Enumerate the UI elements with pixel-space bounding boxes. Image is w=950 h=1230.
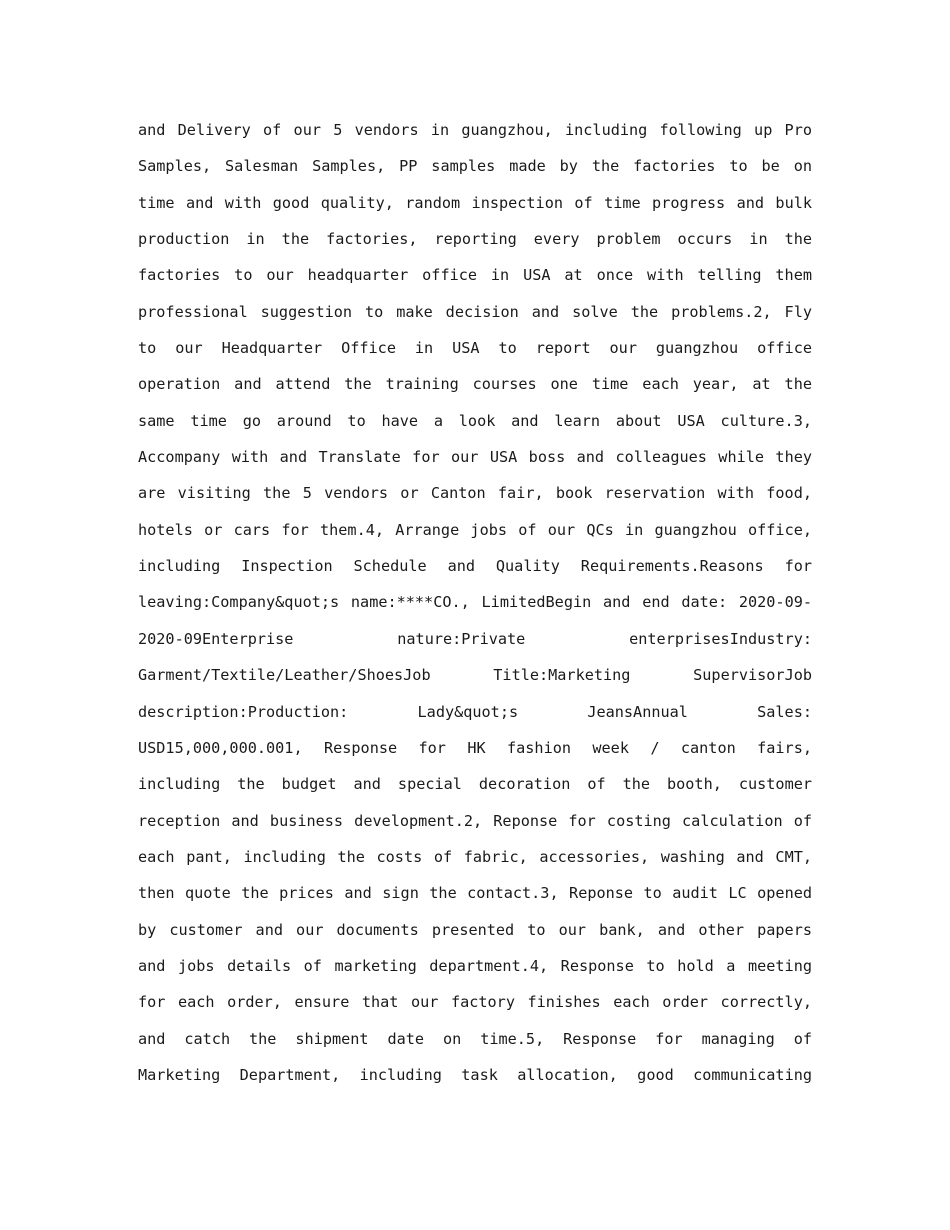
text-line: factories to our headquarter office in USA at once with telling them <box>138 266 812 285</box>
text-line: including Inspection Schedule and Quality Requirements.Reasons for <box>138 557 812 576</box>
text-line: each pant, including the costs of fabric, accessories, washing and CMT, <box>138 847 812 866</box>
text-line: same time go around to have a look and learn about USA culture.3, <box>138 411 812 430</box>
text-line: USD15,000,000.001, Response for HK fashion week / canton fairs, <box>138 738 812 757</box>
text-line: Garment/Textile/Leather/ShoesJob Title:Marketing SupervisorJob <box>138 666 812 685</box>
text-line: hotels or cars for them.4, Arrange jobs of our QCs in guangzhou office, <box>138 520 812 539</box>
text-line: to our Headquarter Office in USA to report our guangzhou office <box>138 339 812 358</box>
text-line: production in the factories, reporting every problem occurs in the <box>138 230 812 249</box>
text-line: including the budget and special decoration of the booth, customer <box>138 775 812 794</box>
text-line: time and with good quality, random inspection of time progress and bulk <box>138 193 812 212</box>
text-line: Accompany with and Translate for our USA boss and colleagues while they <box>138 448 812 467</box>
text-line: description:Production: Lady&quot;s JeansAnnual Sales: <box>138 702 812 721</box>
body-text <box>138 112 812 1093</box>
text-line: and catch the shipment date on time.5, Response for managing of <box>138 1029 812 1048</box>
text-line: are visiting the 5 vendors or Canton fair, book reservation with food, <box>138 484 812 503</box>
text-line: reception and business development.2, Reponse for costing calculation of <box>138 811 812 830</box>
text-line: operation and attend the training courses one time each year, at the <box>138 375 812 394</box>
text-line: leaving:Company&quot;s name:****CO., LimitedBegin and end date: 2020-09- <box>138 593 812 612</box>
text-line: by customer and our documents presented to our bank, and other papers <box>138 920 812 939</box>
text-line: professional suggestion to make decision and solve the problems.2, Fly <box>138 302 812 321</box>
text-line: and Delivery of our 5 vendors in guangzhou, including following up Pro <box>138 121 812 139</box>
text-line: then quote the prices and sign the contact.3, Reponse to audit LC opened <box>138 884 812 903</box>
text-line: for each order, ensure that our factory finishes each order correctly, <box>138 993 812 1012</box>
text-line: Marketing Department, including task allocation, good communicating <box>138 1065 812 1084</box>
text-line: 2020-09Enterprise nature:Private enterprisesIndustry: <box>138 629 812 648</box>
text-line: and jobs details of marketing department.4, Response to hold a meeting <box>138 956 812 975</box>
text-line: Samples, Salesman Samples, PP samples made by the factories to be on <box>138 157 812 176</box>
